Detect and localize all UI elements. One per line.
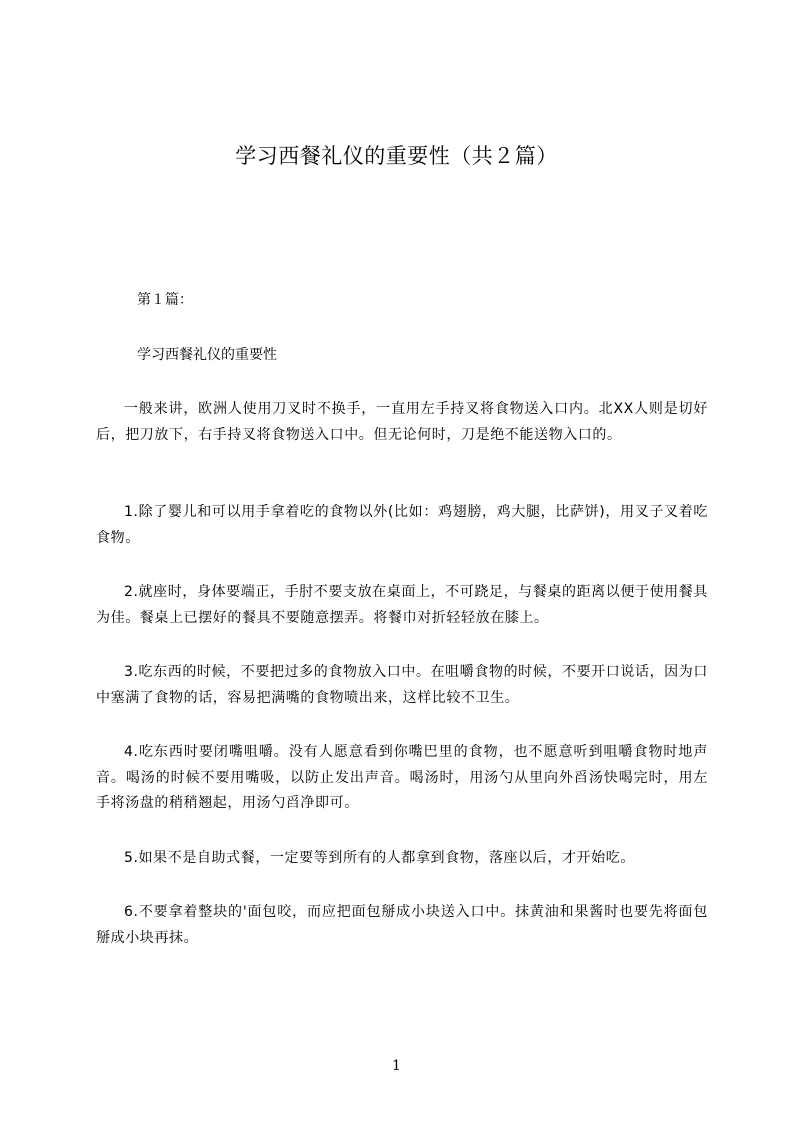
paragraph-rule-1: 1.除了婴儿和可以用手拿着吃的食物以外(比如：鸡翅膀，鸡大腿，比萨饼)，用叉子叉着吃食物。: [96, 504, 708, 546]
paragraph-rule-3: 3.吃东西的时候，不要把过多的食物放入口中。在咀嚼食物的时候，不要开口说话，因为口中塞满了食物的话，容易把满嘴的食物喷出来，这样比较不卫生。: [96, 664, 708, 706]
paragraph-rule-5: 5.如果不是自助式餐，一定要等到所有的人都拿到食物，落座以后，才开始吃。: [124, 850, 635, 866]
paragraph-rule-6: 6.不要拿着整块的'面包咬，而应把面包掰成小块送入口中。抹黄油和果酱时也要先将面包掰成小块再抹。: [96, 904, 708, 946]
paragraph-intro: 一般来讲，欧洲人使用刀叉时不换手，一直用左手持叉将食物送入口内。北XX人则是切好后，把刀放下，右手持叉将食物送入口中。但无论何时，刀是绝不能送物入口的。: [96, 401, 708, 443]
document-title: 学习西餐礼仪的重要性（共２篇）: [235, 144, 558, 168]
page-number: 1: [392, 1058, 401, 1074]
part-label: 第１篇：: [137, 292, 193, 308]
paragraph-rule-4: 4.吃东西时要闭嘴咀嚼。没有人愿意看到你嘴巴里的食物，也不愿意听到咀嚼食物时地声音。喝汤的时候不要用嘴吸，以防止发出声音。喝汤时，用汤勺从里向外舀汤快喝完时，用左手将汤盘的稍稍翘起，用汤勺舀净即可。: [96, 744, 708, 811]
section-subtitle: 学习西餐礼仪的重要性: [137, 347, 277, 363]
paragraph-rule-2: 2.就座时，身体要端正，手肘不要支放在桌面上，不可跷足，与餐桌的距离以便于使用餐具为佳。餐桌上已摆好的餐具不要随意摆弄。将餐巾对折轻轻放在膝上。: [96, 584, 708, 626]
